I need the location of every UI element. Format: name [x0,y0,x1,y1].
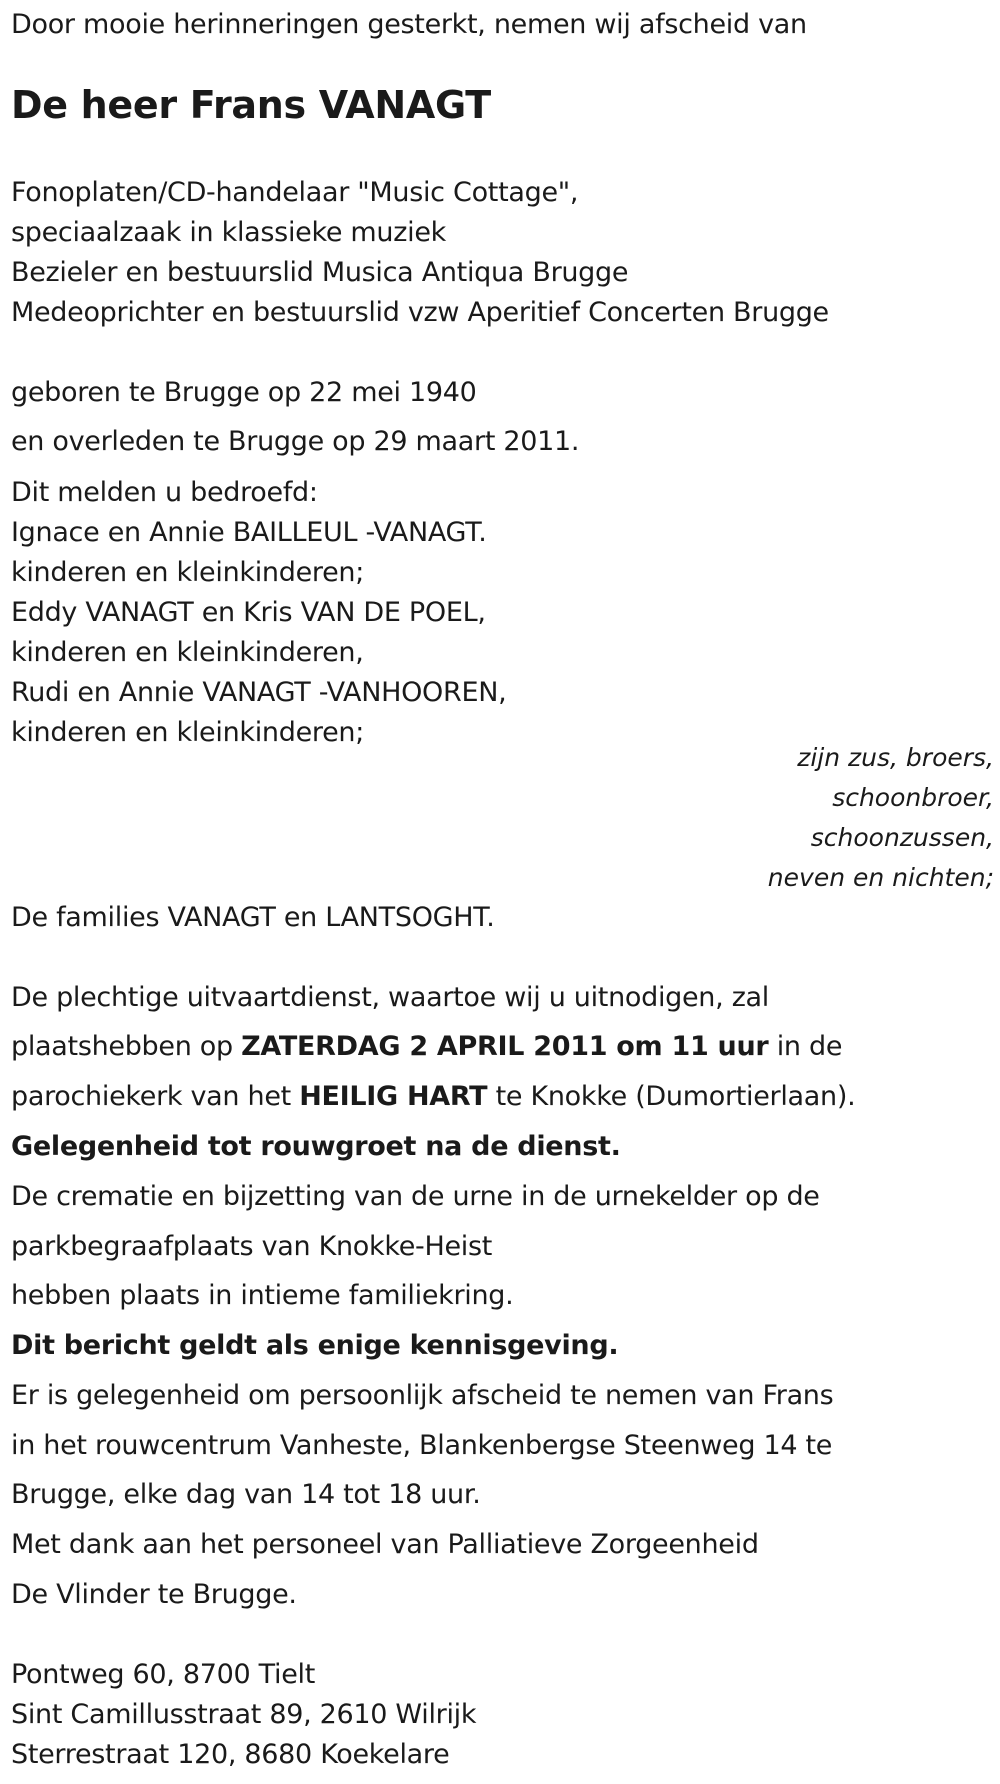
mourner-line: kinderen en kleinkinderen, [11,637,364,668]
service-text: plaatshebben op [11,1031,242,1062]
mourner-line: Dit melden u bedroefd: [11,477,318,508]
cremation-line: De crematie en bijzetting van de urne in de urnekelder op de [11,1181,820,1212]
death-line: en overleden te Brugge op 29 maart 2011. [11,426,580,457]
service-date: ZATERDAG 2 APRIL 2011 om 11 uur [241,1031,769,1062]
service-text: in de [768,1031,843,1062]
mourner-line: Rudi en Annie VANAGT -VANHOOREN, [11,677,507,708]
farewell-line: Brugge, elke dag van 14 tot 18 uur. [11,1479,481,1510]
mourner-line: kinderen en kleinkinderen; [11,557,365,588]
cremation-line: hebben plaats in intieme familiekring. [11,1280,514,1311]
cremation-line: parkbegraafplaats van Knokke-Heist [11,1231,493,1262]
service-text: te Knokke (Dumortierlaan). [487,1081,856,1112]
address-line: Pontweg 60, 8700 Tielt [11,1659,316,1690]
service-line [11,1080,855,1114]
notice-line: Dit bericht geldt als enige kennisgeving. [11,1330,619,1361]
relatives-line: zijn zus, broers, [797,743,994,772]
service-text: parochiekerk van het [11,1081,300,1112]
service-line [11,1030,842,1064]
thanks-line: De Vlinder te Brugge. [11,1579,297,1610]
role-line: Bezieler en bestuurslid Musica Antiqua Brugge [11,257,629,288]
condolence-line: Gelegenheid tot rouwgroet na de dienst. [11,1131,621,1162]
address-line: Sint Camillusstraat 89, 2610 Wilrijk [11,1699,477,1730]
mourner-line: kinderen en kleinkinderen; [11,717,365,748]
relatives-line: neven en nichten; [767,863,994,892]
relatives-line: schoonzussen, [810,823,994,852]
role-line: speciaalzaak in klassieke muziek [11,217,446,248]
role-line: Fonoplaten/CD-handelaar "Music Cottage", [11,177,579,208]
service-line: De plechtige uitvaartdienst, waartoe wij u uitnodigen, zal [11,982,770,1013]
farewell-line: Er is gelegenheid om persoonlijk afscheid te nemen van Frans [11,1380,834,1411]
deceased-name: De heer Frans VANAGT [11,83,491,127]
mourner-line: Ignace en Annie BAILLEUL -VANAGT. [11,517,487,548]
relatives-line: schoonbroer, [832,783,994,812]
birth-line: geboren te Brugge op 22 mei 1940 [11,377,477,408]
address-line: Sterrestraat 120, 8680 Koekelare [11,1739,450,1770]
thanks-line: Met dank aan het personeel van Palliatieve Zorgeenheid [11,1529,759,1560]
farewell-line: in het rouwcentrum Vanheste, Blankenbergse Steenweg 14 te [11,1430,833,1461]
mourner-line: Eddy VANAGT en Kris VAN DE POEL, [11,597,486,628]
families-line: De families VANAGT en LANTSOGHT. [11,902,495,933]
church-name: HEILIG HART [299,1081,488,1112]
intro-text: Door mooie herinneringen gesterkt, nemen wij afscheid van [11,9,807,40]
role-line: Medeoprichter en bestuurslid vzw Aperitief Concerten Brugge [11,297,829,328]
